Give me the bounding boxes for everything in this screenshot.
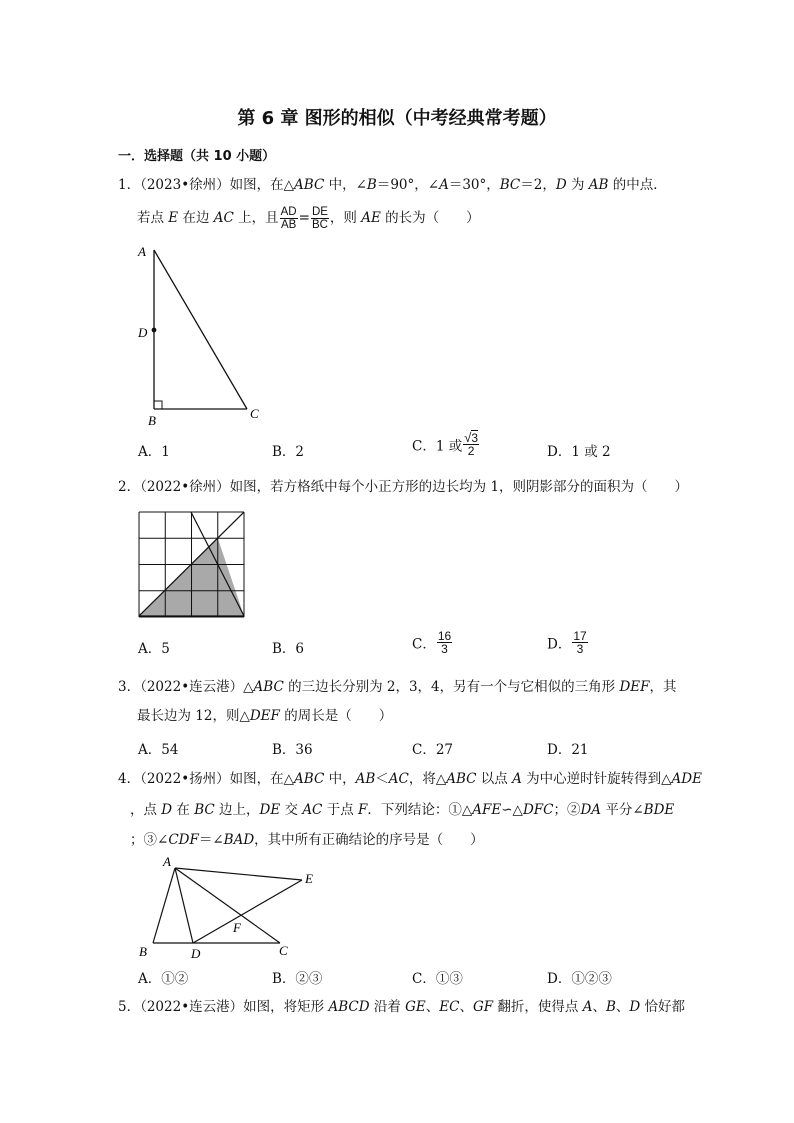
q4-option-a: A．①② (138, 971, 189, 987)
page-title: 第 6 章 图形的相似（中考经典常考题） (237, 108, 557, 129)
q1-label-b: B (148, 413, 156, 428)
q2-line1: 2．（2022•徐州）如图，若方格纸中每个小正方形的边长均为 1，则阴影部分的面积为（ ） (118, 479, 689, 495)
q5-line1: 5．（2022•连云港）如图，将矩形 ABCD 沿着 GE、EC、GF 翻折，使得点 A、B、D 恰好都 (118, 999, 685, 1015)
q1-option-b: B．2 (272, 444, 305, 460)
q1-option-c: C．1 或 $\frac{√3}{2}$ (412, 430, 479, 458)
q1-line1: 1．（2023•徐州）如图，在△ABC 中，∠B＝90°，∠A＝30°，BC＝2，D 为 AB 的中点． (118, 177, 667, 193)
q3-option-d: D．21 (547, 742, 589, 758)
q1-option-d: D．1 或 2 (547, 444, 611, 460)
q2-option-a: A．5 (138, 641, 170, 657)
q4-option-c: C．①③ (412, 971, 463, 987)
q3-option-a: A．54 (138, 742, 179, 758)
q4-option-d: D．①②③ (547, 971, 612, 987)
q3-option-c: C．27 (412, 742, 454, 758)
q1-triangle-figure (130, 240, 270, 435)
q4-label-f: F (233, 920, 241, 935)
q4-rotation-figure (135, 852, 325, 962)
q1-option-a: A．1 (138, 444, 170, 460)
q4-label-a: A (163, 854, 171, 869)
q1-label-c: C (250, 406, 259, 421)
section-heading: 一．选择题（共 10 小题） (118, 149, 276, 164)
q3-option-b: B．36 (272, 742, 313, 758)
q2-option-b: B．6 (272, 641, 305, 657)
q1-label-a: A (138, 244, 146, 259)
q4-line3: ；③∠CDF＝∠BAD，其中所有正确结论的序号是（ ） (130, 832, 484, 848)
q4-line1: 4．（2022•扬州）如图，在△ABC 中，AB＜AC，将△ABC 以点 A 为中心逆时针旋转得到△ADE (118, 771, 702, 787)
q3-line2: 最长边为 12，则△DEF 的周长是（ ） (137, 708, 393, 724)
q4-label-c: C (279, 943, 288, 958)
q4-label-d: D (191, 946, 201, 961)
q4-line2: ，点 D 在 BC 边上，DE 交 AC 于点 F．下列结论：①△AFE∽△DFC；②DA 平分∠BDE (130, 802, 675, 818)
q2-option-c: C． $\frac{16}{3}$ (412, 629, 452, 656)
fraction-ad-ab: $\frac{AD}{AB}$ (280, 206, 297, 231)
q4-option-b: B．②③ (272, 971, 323, 987)
q2-option-d: D． $\frac{17}{3}$ (547, 629, 587, 656)
q2-grid-figure (138, 511, 244, 617)
q1-label-d: D (138, 325, 148, 340)
q4-label-b: B (139, 944, 147, 959)
q1-line2: 若点 E 在边 AC 上，且 $\frac{AD}{AB}$ = $\frac{DE}{BC}$ ，则 AE 的长为（ ） (137, 206, 480, 231)
q3-line1: 3．（2022•连云港）△ABC 的三边长分别为 2，3，4，另有一个与它相似的三角形 DEF，其 (118, 679, 677, 695)
q4-label-e: E (305, 871, 313, 886)
fraction-de-bc: $\frac{DE}{BC}$ (311, 206, 328, 231)
